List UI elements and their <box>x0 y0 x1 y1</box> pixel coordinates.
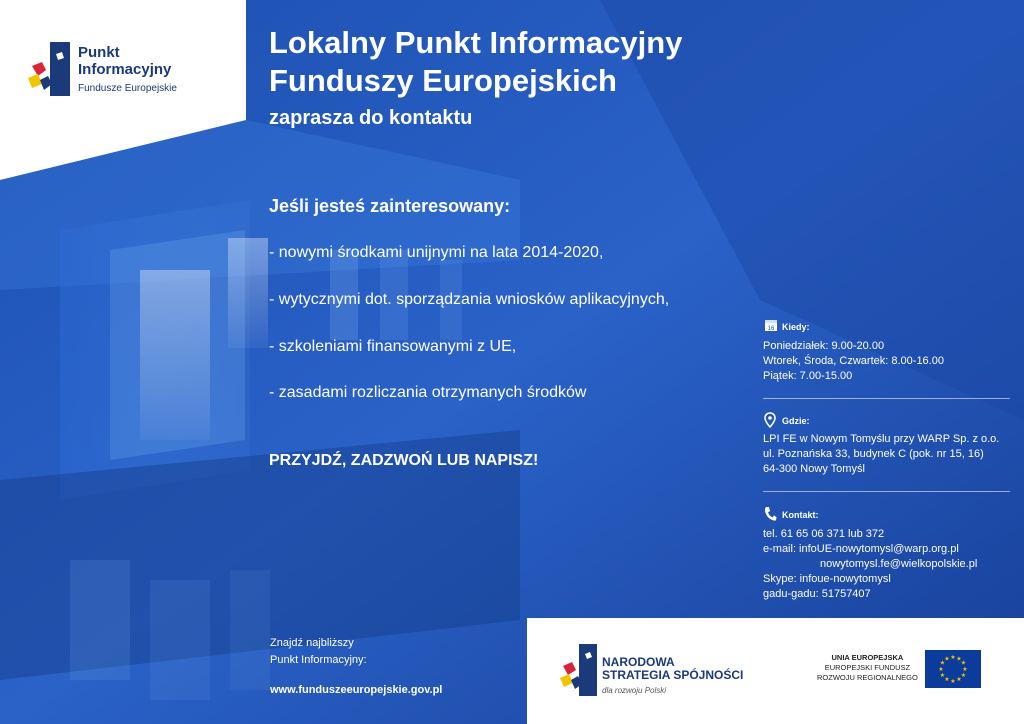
svg-text:★: ★ <box>956 655 962 663</box>
contact-details <box>763 527 977 602</box>
svg-text:★: ★ <box>956 676 962 683</box>
divider <box>763 398 1010 399</box>
website-link[interactable]: www.funduszeeuropejskie.gov.pl <box>270 684 443 696</box>
skype-contact[interactable]: Skype: infoue-nowytomysl <box>763 573 891 585</box>
find-line-1: Znajdź najbliższy <box>270 637 354 649</box>
punkt-informacyjny-logo <box>0 0 246 180</box>
svg-text:★: ★ <box>938 666 944 673</box>
eu-line-1: UNIA EUROPEJSKA <box>831 653 904 662</box>
eu-line-2: EUROPEJSKI FUNDUSZ <box>824 663 911 672</box>
svg-text:★: ★ <box>960 672 967 679</box>
interest-item: - wytycznymi dot. sporządzania wniosków aplikacyjnych, <box>269 291 670 308</box>
nss-logo-icon <box>559 642 599 698</box>
svg-text:★: ★ <box>944 676 950 683</box>
svg-text:★: ★ <box>962 666 968 673</box>
calendar-day: 16 <box>767 326 775 332</box>
address <box>763 432 999 477</box>
address-line: 64-300 Nowy Tomyśl <box>763 463 865 475</box>
page-title <box>269 24 682 100</box>
footer-logos <box>527 618 1024 724</box>
svg-text:★: ★ <box>939 659 946 667</box>
nss-title <box>602 656 743 682</box>
hours-line: Poniedziałek: 9.00-20.00 <box>763 340 885 352</box>
interest-question: Jeśli jesteś zainteresowany: <box>269 196 511 216</box>
eu-line-3: ROZWOJU REGIONALNEGO <box>817 673 918 682</box>
eu-flag-icon <box>925 650 981 688</box>
address-line: LPI FE w Nowym Tomyślu przy WARP Sp. z o.o. <box>763 433 1000 445</box>
contact-heading: Kontakt: <box>782 510 819 520</box>
find-nearest <box>270 635 367 669</box>
interest-item: - zasadami rozliczania otrzymanych środków <box>269 384 587 401</box>
when-heading: Kiedy: <box>782 322 810 332</box>
opening-hours <box>763 339 944 384</box>
email-primary[interactable]: e-mail: infoUE-nowytomysl@warp.org.pl <box>763 543 959 555</box>
logo-line-2: Informacyjny <box>78 61 172 78</box>
find-line-2: Punkt Informacyjny: <box>270 654 367 666</box>
title-line-1: Lokalny Punkt Informacyjny <box>269 25 683 60</box>
phone-icon <box>763 506 777 522</box>
svg-text:★: ★ <box>950 654 956 661</box>
title-line-2: Funduszy Europejskich <box>269 63 617 98</box>
call-to-action: PRZYJDŹ, ZADZWOŃ LUB NAPISZ! <box>269 452 539 469</box>
where-heading: Gdzie: <box>782 416 810 426</box>
svg-text:★: ★ <box>944 655 950 663</box>
logo-subtitle: Fundusze Europejskie <box>78 83 177 94</box>
nss-line-1: NARODOWA <box>602 655 675 669</box>
calendar-icon <box>764 318 778 332</box>
logo-title <box>78 44 171 78</box>
divider <box>763 491 1010 492</box>
eu-label <box>817 653 918 683</box>
phone-number[interactable]: tel. 61 65 06 371 lub 372 <box>763 528 885 540</box>
interest-item: - szkoleniami finansowanymi z UE, <box>269 338 517 355</box>
address-line: ul. Poznańska 33, budynek C (pok. nr 15, 16) <box>763 448 984 460</box>
nss-line-2: STRATEGIA SPÓJNOŚCI <box>602 668 744 682</box>
hours-line: Piątek: 7.00-15.00 <box>763 370 853 382</box>
nss-subtitle: dla rozwoju Polski <box>602 686 667 695</box>
email-secondary[interactable]: nowytomysl.fe@wielkopolskie.pl <box>820 558 978 570</box>
funds-logo-icon <box>26 40 72 98</box>
svg-text:★: ★ <box>960 659 967 667</box>
logo-line-1: Punkt <box>78 44 120 61</box>
gadu-gadu-contact[interactable]: gadu-gadu: 51757407 <box>763 588 871 600</box>
svg-text:★: ★ <box>939 672 946 679</box>
interest-item: - nowymi środkami unijnymi na lata 2014-2020, <box>269 244 604 261</box>
page-subtitle: zaprasza do kontaktu <box>269 107 473 129</box>
hours-line: Wtorek, Środa, Czwartek: 8.00-16.00 <box>763 355 944 367</box>
location-pin-icon <box>764 412 776 428</box>
svg-text:★: ★ <box>950 678 956 685</box>
